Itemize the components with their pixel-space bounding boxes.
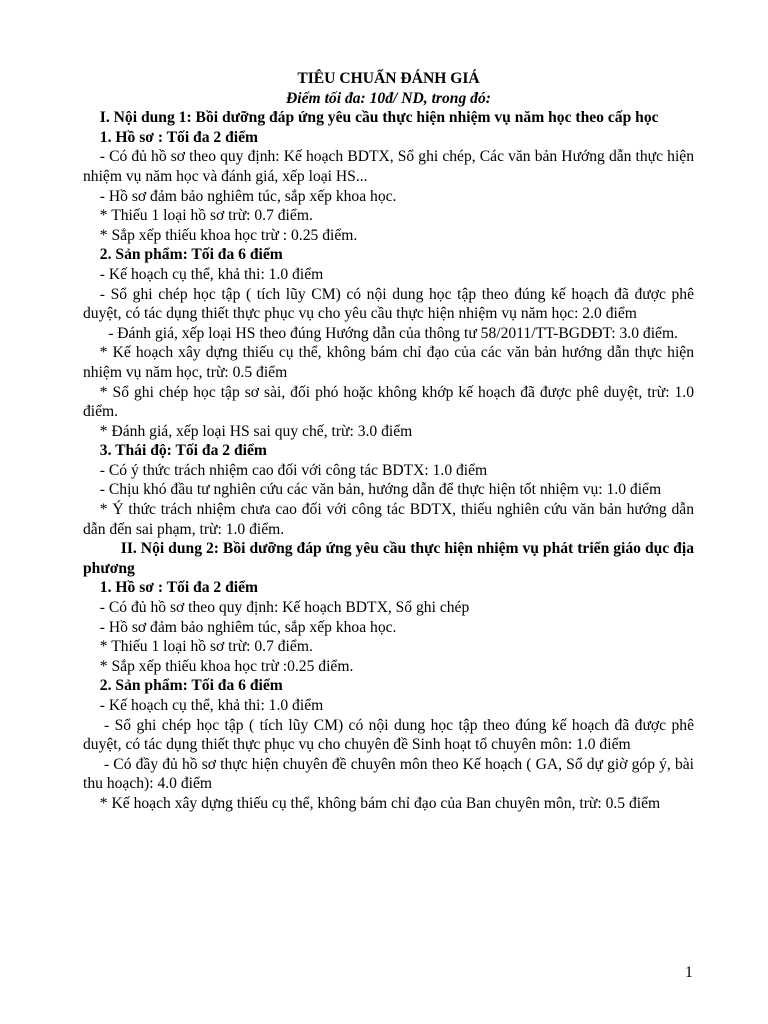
section-1-item-1-heading: 1. Hồ sơ : Tối đa 2 điểm [99, 128, 259, 146]
paragraph: - Có ý thức trách nhiệm cao đối với công tác BDTX: 1.0 điểm [99, 461, 488, 479]
page-number: 1 [685, 964, 693, 981]
document-title: TIÊU CHUẨN ĐÁNH GIÁ [297, 70, 480, 87]
paragraph: - Kế hoạch cụ thể, khả thi: 1.0 điểm [99, 697, 324, 714]
paragraph: - Chịu khó đầu tư nghiên cứu các văn bản, hướng dẫn để thực hiện tốt nhiệm vụ: 1.0 điểm [99, 481, 662, 499]
paragraph: * Sắp xếp thiếu khoa học trừ : 0.25 điểm. [99, 226, 358, 244]
section-1-item-2-heading: 2. Sản phẩm: Tối đa 6 điểm [99, 246, 283, 264]
section-1-heading: I. Nội dung 1: Bồi dưỡng đáp ứng yêu cầu thực hiện nhiệm vụ năm học theo cấp học [99, 109, 659, 127]
paragraph: - Có đủ hồ sơ theo quy định: Kế hoạch BDTX, Sổ ghi chép [99, 599, 470, 617]
section-2-item-2-heading: 2. Sản phẩm: Tối đa 6 điểm [99, 677, 283, 695]
paragraph: * Thiếu 1 loại hồ sơ trừ: 0.7 điểm. [99, 638, 313, 656]
document-body [83, 69, 694, 814]
paragraph: - Có đầy đủ hồ sơ thực hiện chuyên đề chuyên môn theo Kế hoạch ( GA, Sổ dự giờ góp ý, bài thu hoạch): 4.0 điểm [83, 755, 694, 793]
paragraph: * Đánh giá, xếp loại HS sai quy chế, trừ: 3.0 điểm [99, 422, 413, 440]
paragraph: - Hồ sơ đảm bảo nghiêm túc, sắp xếp khoa học. [99, 618, 397, 636]
paragraph: - Đánh giá, xếp loại HS theo đúng Hướng dẫn của thông tư 58/2011/TT-BGDĐT: 3.0 điểm. [108, 324, 678, 342]
paragraph: * Kế hoạch xây dựng thiếu cụ thể, không bám chỉ đạo của các văn bản hướng dẫn thực hiện nhiệm vụ năm học, trừ: 0.5 điểm [83, 344, 694, 381]
paragraph: - Hồ sơ đảm bảo nghiêm túc, sắp xếp khoa học. [99, 187, 397, 205]
section-1-item-3-heading: 3. Thái độ: Tối đa 2 điểm [99, 442, 267, 460]
document-subtitle: Điểm tối đa: 10đ/ ND, trong đó: [286, 89, 491, 107]
paragraph: - Sổ ghi chép học tập ( tích lũy CM) có nội dung học tập theo đúng kế hoạch đã được phê duyệt, có tác dụng thiết thực phục vụ cho chuyên đề Sinh hoạt tổ chuyên môn: 1.0 điểm [83, 716, 694, 754]
paragraph: * Thiếu 1 loại hồ sơ trừ: 0.7 điểm. [99, 207, 313, 225]
paragraph: * Ý thức trách nhiệm chưa cao đối với công tác BDTX, thiếu nghiên cứu văn bản hướng dẫn dẫn đến sai phạm, trừ: 1.0 điểm. [83, 501, 694, 538]
section-2-item-1-heading: 1. Hồ sơ : Tối đa 2 điểm [99, 579, 259, 597]
paragraph: * Sắp xếp thiếu khoa học trừ :0.25 điểm. [99, 657, 354, 675]
section-2-heading: II. Nội dung 2: Bồi dưỡng đáp ứng yêu cầu thực hiện nhiệm vụ phát triển giáo dục địa phương [83, 540, 694, 577]
paragraph: - Kế hoạch cụ thể, khả thi: 1.0 điểm [99, 265, 324, 283]
paragraph: * Sổ ghi chép học tập sơ sài, đối phó hoặc không khớp kế hoạch đã được phê duyệt, trừ: 1.0 điểm. [83, 383, 694, 421]
paragraph: - Sổ ghi chép học tập ( tích lũy CM) có nội dung học tập theo đúng kế hoạch đã được phê duyệt, có tác dụng thiết thực phục vụ cho yêu cầu thực hiện nhiệm vụ năm học: 2.0 điểm [83, 285, 694, 323]
paragraph: - Có đủ hồ sơ theo quy định: Kế hoạch BDTX, Sổ ghi chép, Các văn bản Hướng dẫn thực hiện nhiệm vụ năm học và đánh giá, xếp loại HS... [83, 148, 694, 185]
paragraph: * Kế hoạch xây dựng thiếu cụ thể, không bám chỉ đạo của Ban chuyên môn, trừ: 0.5 điểm [99, 794, 661, 812]
